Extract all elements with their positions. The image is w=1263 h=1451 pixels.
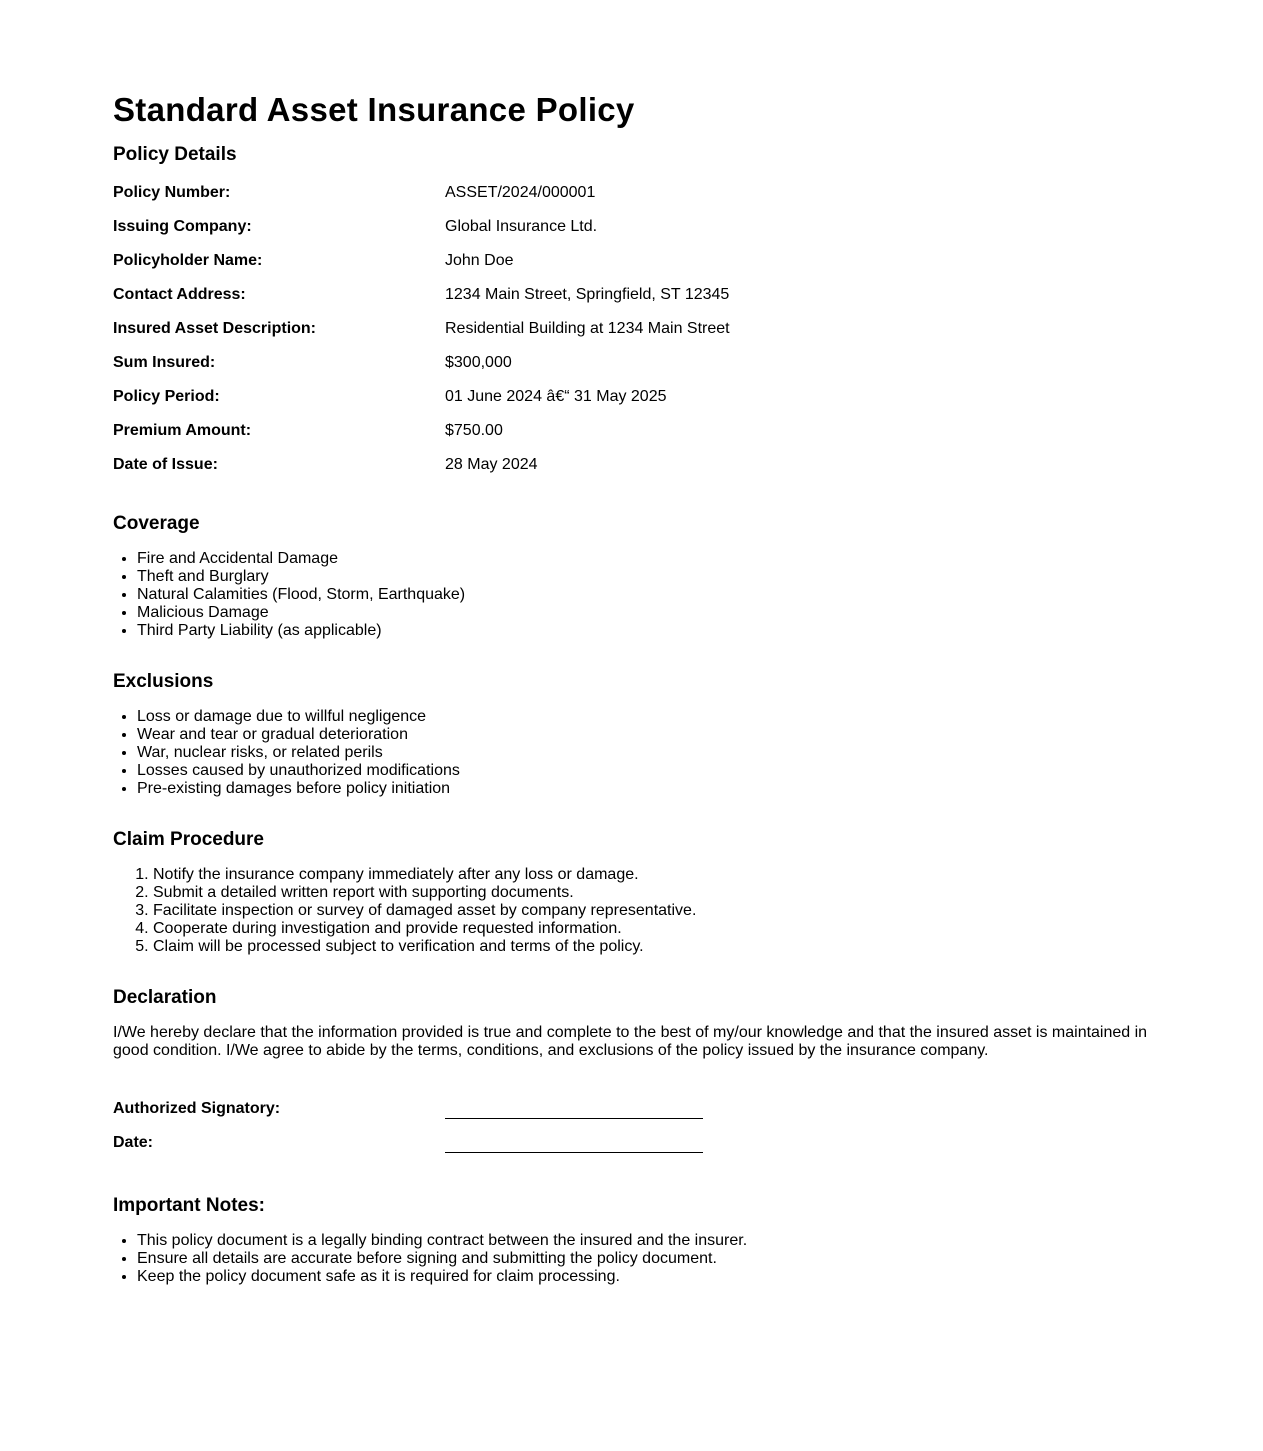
detail-label: Premium Amount: — [113, 422, 252, 439]
important-notes-section — [113, 1194, 1153, 1286]
list-item: • Natural Calamities (Flood, Storm, Earthquake) — [137, 586, 1153, 604]
list-item: • Theft and Burglary — [137, 568, 1153, 586]
sum-insured-value: $300,000 — [445, 354, 512, 371]
coverage-heading: Coverage — [113, 513, 200, 534]
list-item: • Losses caused by unauthorized modifications — [137, 762, 1153, 780]
list-item: • Wear and tear or gradual deterioration — [137, 726, 1153, 744]
claim-procedure-heading: Claim Procedure — [113, 829, 264, 850]
signatory-line-cell — [445, 1092, 703, 1126]
policy-details-heading: Policy Details — [113, 144, 237, 165]
detail-label: Date of Issue: — [113, 456, 218, 473]
declaration-text: I/We hereby declare that the information provided is true and complete to the best of my/our knowledge and that the insured asset is maintained in good condition. I/We agree to abide by the terms, conditions, and exclusions of the policy issued by the insurance company. — [113, 1024, 1148, 1059]
list-item: • Ensure all details are accurate before signing and submitting the policy document. — [137, 1250, 1153, 1268]
insured-asset-row — [113, 312, 1045, 346]
signatory-label: Authorized Signatory: — [113, 1100, 281, 1117]
list-item: • War, nuclear risks, or related perils — [137, 744, 1153, 762]
premium-amount-value: $750.00 — [445, 422, 503, 439]
exclusions-section — [113, 670, 1153, 798]
claim-procedure-section — [113, 828, 1153, 956]
detail-label: Policyholder Name: — [113, 252, 263, 269]
contact-address-row — [113, 278, 1045, 312]
signature-table — [109, 1092, 707, 1160]
list-item: 5. Claim will be processed subject to verification and terms of the policy. — [153, 938, 1153, 956]
claim-procedure-list — [113, 866, 1153, 956]
list-item: 1. Notify the insurance company immediately after any loss or damage. — [153, 866, 1153, 884]
insured-asset-value: Residential Building at 1234 Main Street — [445, 320, 730, 337]
list-item: • Third Party Liability (as applicable) — [137, 622, 1153, 640]
sum-insured-row — [113, 346, 1045, 380]
exclusions-list — [113, 708, 1153, 798]
declaration-heading: Declaration — [113, 987, 217, 1008]
policy-period-row — [113, 380, 1045, 414]
exclusions-heading: Exclusions — [113, 671, 214, 692]
premium-amount-row — [113, 414, 1045, 448]
signature-line — [445, 1100, 703, 1119]
important-notes-list — [113, 1232, 1153, 1286]
detail-label: Policy Period: — [113, 388, 220, 405]
detail-label: Policy Number: — [113, 184, 231, 201]
policyholder-name-value: John Doe — [445, 252, 514, 269]
list-item: 2. Submit a detailed written report with supporting documents. — [153, 884, 1153, 902]
date-of-issue-row — [113, 448, 1045, 482]
list-item: • Fire and Accidental Damage — [137, 550, 1153, 568]
important-notes-heading: Important Notes: — [113, 1195, 265, 1216]
detail-label: Insured Asset Description: — [113, 320, 317, 337]
issuing-company-row — [113, 210, 1045, 244]
list-item: 3. Facilitate inspection or survey of damaged asset by company representative. — [153, 902, 1153, 920]
date-row — [113, 1126, 703, 1160]
contact-address-value: 1234 Main Street, Springfield, ST 12345 — [445, 286, 730, 303]
list-item: • Malicious Damage — [137, 604, 1153, 622]
list-item: • Loss or damage due to willful negligence — [137, 708, 1153, 726]
coverage-section — [113, 512, 1153, 640]
detail-label: Contact Address: — [113, 286, 246, 303]
issuing-company-value: Global Insurance Ltd. — [445, 218, 598, 235]
list-item: • Pre-existing damages before policy initiation — [137, 780, 1153, 798]
policy-document — [113, 86, 1153, 1286]
policy-number-value: ASSET/2024/000001 — [445, 184, 596, 201]
policy-period-value: 01 June 2024 â€“ 31 May 2025 — [445, 388, 667, 405]
list-item: • Keep the policy document safe as it is required for claim processing. — [137, 1268, 1153, 1286]
declaration-section — [113, 986, 1153, 1160]
detail-label: Issuing Company: — [113, 218, 252, 235]
policy-details-table — [109, 176, 1049, 482]
date-label: Date: — [113, 1134, 154, 1151]
list-item: • This policy document is a legally binding contract between the insured and the insurer. — [137, 1232, 1153, 1250]
list-item: 4. Cooperate during investigation and provide requested information. — [153, 920, 1153, 938]
date-line — [445, 1134, 703, 1153]
coverage-list — [113, 550, 1153, 640]
signatory-row — [113, 1092, 703, 1126]
policyholder-name-row — [113, 244, 1045, 278]
date-line-cell — [445, 1126, 703, 1160]
document-title: Standard Asset Insurance Policy — [113, 91, 635, 128]
date-of-issue-value: 28 May 2024 — [445, 456, 538, 473]
detail-label: Sum Insured: — [113, 354, 216, 371]
policy-number-row — [113, 176, 1045, 210]
